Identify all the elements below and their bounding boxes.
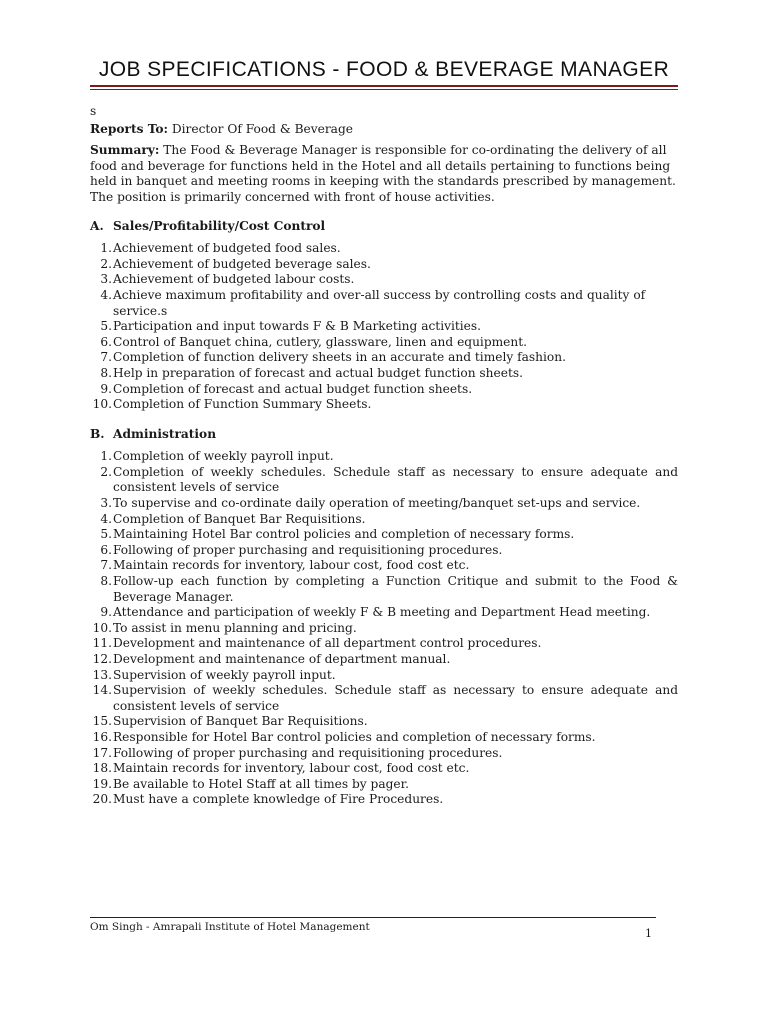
sales-list [90,241,678,413]
stray-character: s [90,104,97,118]
list-item: 4. Completion of Banquet Bar Requisitions. [100,511,366,526]
list-item: 8. Help in preparation of forecast and actual budget function sheets. [100,365,523,380]
summary-text: The Food & Beverage Manager is responsible for co-ordinating the delivery of all food and beverage for functions held in the Hotel and all details pertaining to functions being held in banquet and meeting rooms in keeping with the standards prescribed by management. The position is primarily concerned with front of house activities. [90,143,676,204]
list-item: 9. Completion of forecast and actual budget function sheets. [100,381,473,396]
list-item: 3. Achievement of budgeted labour costs. [100,272,355,287]
list-item: 6. Following of proper purchasing and requisitioning procedures. [100,542,503,557]
section-heading-sales [90,219,678,235]
list-item: 2. Achievement of budgeted beverage sales. [100,256,371,271]
document-body [90,104,678,822]
list-item: 5. Participation and input towards F & B Marketing activities. [100,319,482,334]
list-item: 6. Control of Banquet china, cutlery, glassware, linen and equipment. [100,334,528,349]
list-item: 20. Must have a complete knowledge of Fire Procedures. [92,792,444,807]
summary-paragraph [90,143,678,205]
list-item: 4. Achieve maximum profitability and over-all success by controlling costs and quality of service.s [100,287,646,318]
list-item: 9. Attendance and participation of weekly F & B meeting and Department Head meeting. [100,605,651,620]
list-item: 1. Achievement of budgeted food sales. [100,241,341,256]
reports-to [90,122,678,138]
list-item: 10. To assist in menu planning and pricing. [92,620,357,635]
section-title: Sales/Profitability/Cost Control [113,218,326,233]
list-item: 11. Development and maintenance of all department control procedures. [92,636,542,651]
section-title: Administration [113,426,217,441]
list-item: 8. Follow-up each function by completing a Function Critique and submit to the Food & Beverage Manager. [100,574,678,604]
list-item: 18. Maintain records for inventory, labour cost, food cost etc. [92,761,470,776]
list-item: 13. Supervision of weekly payroll input. [92,667,336,682]
page-number: 1 [645,927,652,940]
reports-to-value: Director Of Food & Beverage [168,121,353,136]
section-letter: A. [90,218,104,233]
list-item: 1. Completion of weekly payroll input. [100,449,334,464]
list-item: 3. To supervise and co-ordinate daily operation of meeting/banquet set-ups and service. [100,496,641,511]
footer-rule [90,917,656,918]
reports-to-label: Reports To: [90,121,168,136]
list-item: 16. Responsible for Hotel Bar control policies and completion of necessary forms. [92,729,596,744]
list-item: 14. Supervision of weekly schedules. Schedule staff as necessary to ensure adequate and consistent levels of service [92,683,678,713]
footer-text: Om Singh - Amrapali Institute of Hotel Management [90,921,370,933]
document-title: JOB SPECIFICATIONS - FOOD & BEVERAGE MANAGER [98,58,670,81]
list-item: 17. Following of proper purchasing and requisitioning procedures. [92,745,503,760]
administration-list [90,449,678,808]
summary-label: Summary: [90,143,160,158]
list-item: 19. Be available to Hotel Staff at all times by pager. [92,776,409,791]
section-heading-administration [90,427,678,443]
section-letter: B. [90,426,105,441]
title-rule-thin [90,89,678,90]
list-item: 2. Completion of weekly schedules. Schedule staff as necessary to ensure adequate and consistent levels of service [100,464,678,495]
list-item: 15. Supervision of Banquet Bar Requisitions. [92,714,368,729]
list-item: 12. Development and maintenance of department manual. [92,652,451,666]
list-item: 5. Maintaining Hotel Bar control policies and completion of necessary forms. [100,527,575,542]
list-item: 7. Maintain records for inventory, labour cost, food cost etc. [100,558,470,573]
list-item: 10. Completion of Function Summary Sheets. [92,397,372,412]
list-item: 7. Completion of function delivery sheets in an accurate and timely fashion. [100,350,566,365]
title-rule-thick [90,85,678,87]
